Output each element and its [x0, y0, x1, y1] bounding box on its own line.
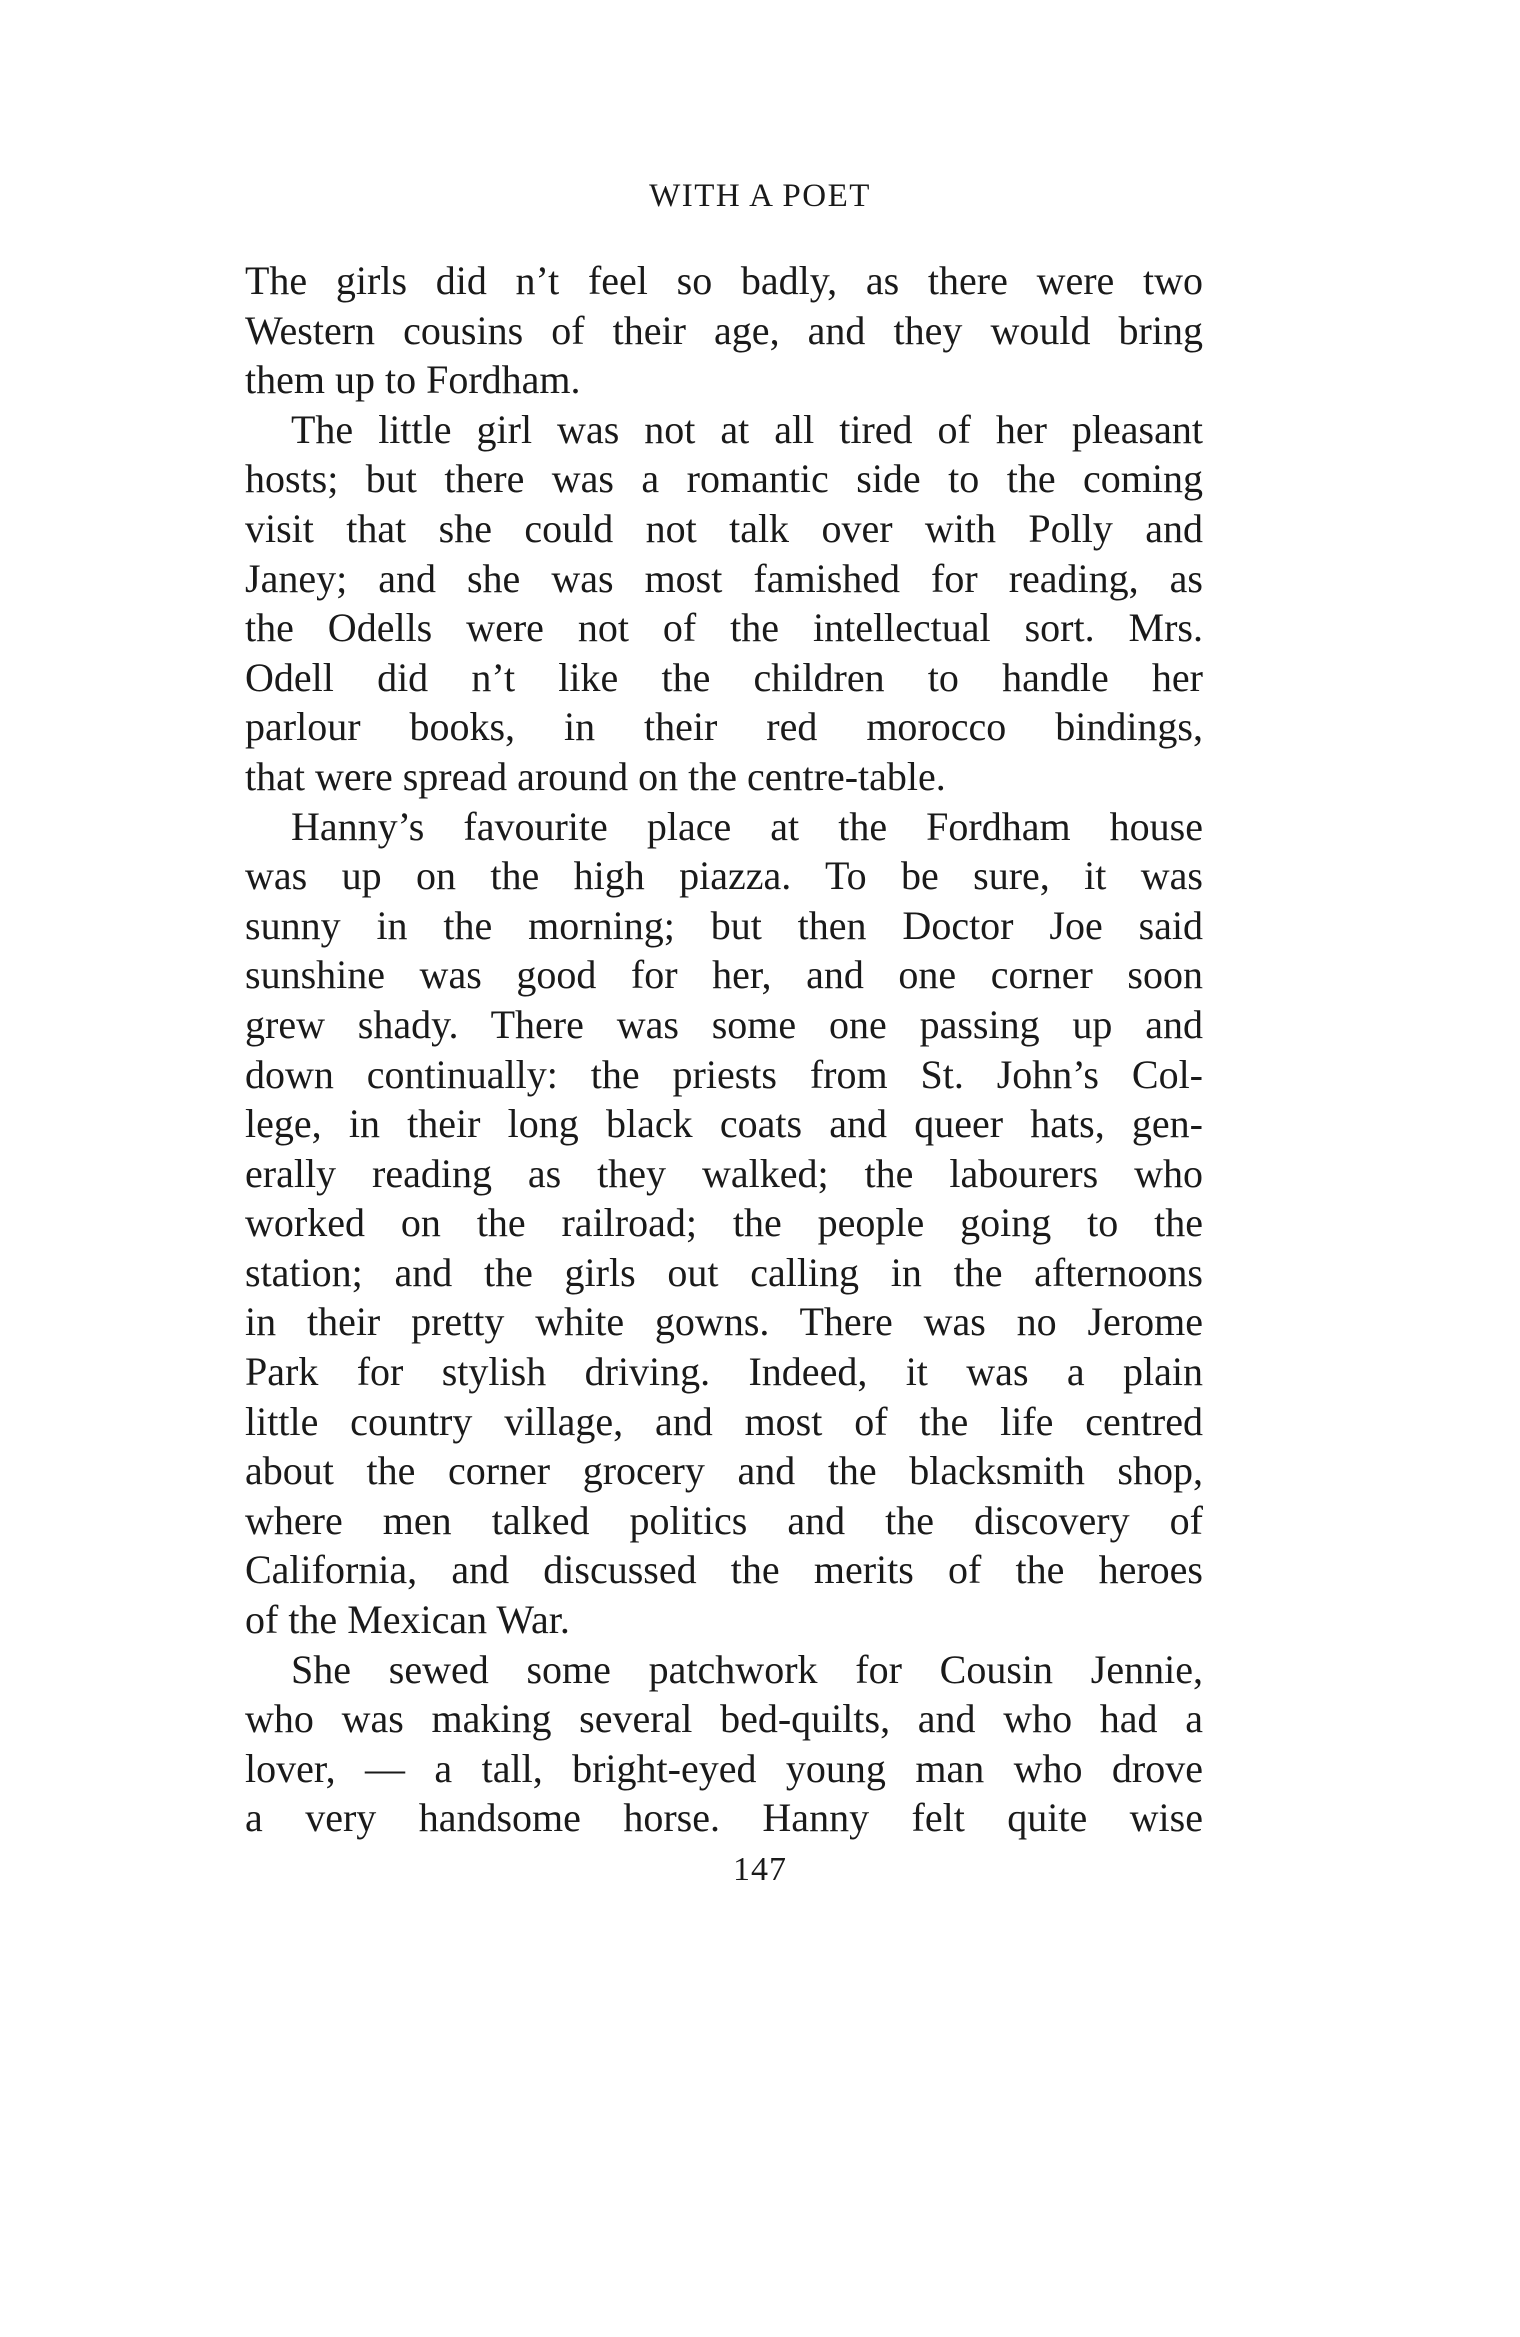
text-line: The girls did n’t feel so badly, as there were two [245, 258, 1203, 303]
text-line: who was making several bed-quilts, and who had a [245, 1696, 1203, 1742]
text-line: that were spread around on the centre-table. [245, 753, 946, 799]
text-line: little country village, and most of the life centred [245, 1398, 1203, 1444]
text-line: erally reading as they walked; the labourers who [245, 1150, 1203, 1196]
text-line: grew shady. There was some one passing up and [245, 1001, 1203, 1047]
text-line: was up on the high piazza. To be sure, it was [245, 853, 1203, 899]
page-number: 147 [733, 1851, 787, 1888]
text-line: Hanny’s favourite place at the Fordham house [291, 803, 1203, 849]
text-line: a very handsome horse. Hanny felt quite wise [245, 1795, 1203, 1841]
text-line: visit that she could not talk over with Polly and [245, 505, 1203, 551]
text-line: Odell did n’t like the children to handle her [245, 654, 1203, 700]
text-line: She sewed some patchwork for Cousin Jennie, [291, 1646, 1203, 1692]
text-line: California, and discussed the merits of the heroes [245, 1547, 1203, 1593]
text-line: Western cousins of their age, and they would bring [245, 307, 1203, 353]
text-line: lege, in their long black coats and queer hats, gen- [245, 1101, 1203, 1147]
text-line: the Odells were not of the intellectual sort. Mrs. [245, 605, 1203, 651]
text-line: sunshine was good for her, and one corner soon [245, 952, 1203, 998]
text-line: in their pretty white gowns. There was no Jerome [245, 1299, 1203, 1345]
text-line: hosts; but there was a romantic side to the coming [245, 456, 1203, 502]
text-line: Park for stylish driving. Indeed, it was a plain [245, 1349, 1203, 1395]
text-line: The little girl was not at all tired of her pleasant [291, 406, 1203, 452]
body-text [245, 256, 1203, 1843]
text-line: worked on the railroad; the people going to the [245, 1200, 1203, 1246]
text-line: parlour books, in their red morocco bindings, [245, 704, 1203, 750]
text-line: lover, — a tall, bright-eyed young man who drove [245, 1745, 1203, 1791]
running-head: WITH A POET [649, 178, 871, 214]
text-line: station; and the girls out calling in the afternoons [245, 1249, 1203, 1295]
text-line: them up to Fordham. [245, 357, 581, 403]
text-line: of the Mexican War. [245, 1597, 570, 1643]
text-line: down continually: the priests from St. John’s Col- [245, 1051, 1203, 1097]
text-line: sunny in the morning; but then Doctor Joe said [245, 902, 1203, 948]
text-line: Janey; and she was most famished for reading, as [245, 555, 1203, 601]
text-line: where men talked politics and the discovery of [245, 1497, 1203, 1543]
text-line: about the corner grocery and the blacksmith shop, [245, 1448, 1203, 1494]
